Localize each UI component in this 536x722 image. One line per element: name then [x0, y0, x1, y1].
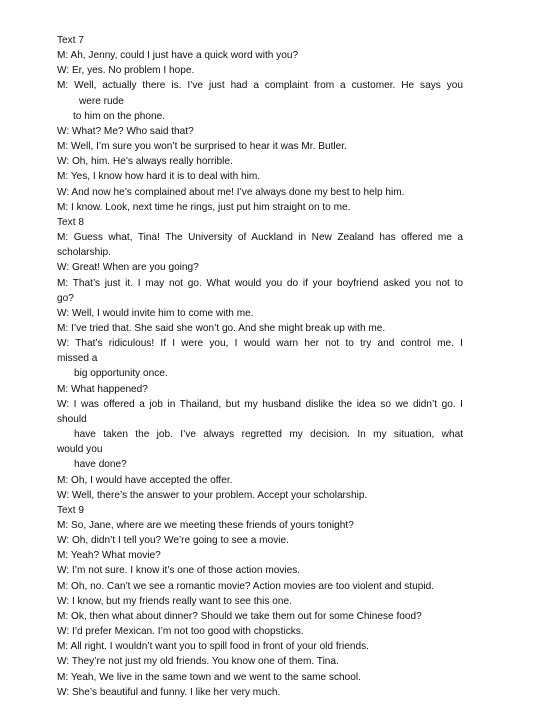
dialogue-line-continuation: have taken the job. I’ve always regretted my decision. In my situation, what: [74, 429, 463, 441]
dialogue-line: M: Oh, no. Can’t we see a romantic movie? Action movies are too violent and stupid.: [57, 580, 435, 592]
dialogue-line: M: Well, actually there is. I’ve just had a complaint from a customer. He says you: [57, 80, 463, 92]
dialogue-line: W: I was offered a job in Thailand, but my husband dislike the idea so we didn’t go. I: [57, 398, 463, 410]
dialogue-line: M: That’s just it. I may not go. What would you do if your boyfriend asked you not to: [57, 277, 463, 289]
section-heading: Text 8: [57, 216, 84, 228]
dialogue-line: W: She’s beautiful and funny. I like her very much.: [57, 686, 281, 698]
dialogue-line: M: Ok, then what about dinner? Should we take them out for some Chinese food?: [57, 610, 422, 622]
dialogue-line: M: Well, I’m sure you won’t be surprised to hear it was Mr. Butler.: [57, 141, 347, 153]
dialogue-line: M: Yeah, We live in the same town and we went to the same school.: [57, 671, 361, 683]
text-8-section: [57, 215, 463, 503]
dialogue-line: W: I’m not sure. I know it’s one of those action movies.: [57, 565, 301, 577]
dialogue-line-continuation: scholarship.: [57, 247, 111, 259]
dialogue-line: W: Oh, didn’t I tell you? We’re going to see a movie.: [57, 535, 289, 547]
dialogue-line-continuation: should: [57, 413, 87, 425]
dialogue-line: W: I know, but my friends really want to see this one.: [57, 595, 292, 607]
dialogue-line: M: Oh, I would have accepted the offer.: [57, 474, 233, 486]
dialogue-line: W: Er, yes. No problem I hope.: [57, 65, 195, 77]
dialogue-line: W: That’s ridiculous! If I were you, I would warn her not to try and control me. I: [57, 338, 463, 350]
dialogue-line-continuation: to him on the phone.: [73, 110, 166, 122]
dialogue-line: W: Oh, him. He’s always really horrible.: [57, 156, 233, 168]
dialogue-line: W: Well, I would invite him to come with me.: [57, 307, 254, 319]
dialogue-line: W: Well, there’s the answer to your problem. Accept your scholarship.: [57, 489, 368, 501]
dialogue-line: M: All right. I wouldn’t want you to spill food in front of your old friends.: [57, 641, 369, 653]
dialogue-line: M: Yeah? What movie?: [57, 550, 161, 562]
dialogue-line-continuation: would you: [57, 444, 103, 456]
text-7-section: [57, 33, 463, 215]
dialogue-line: W: They’re not just my old friends. You know one of them. Tina.: [57, 656, 339, 668]
dialogue-line: M: I know. Look, next time he rings, just put him straight on to me.: [57, 201, 351, 213]
dialogue-line: M: I’ve tried that. She said she won’t go. And she might break up with me.: [57, 322, 386, 334]
text-9-section: [57, 503, 463, 700]
dialogue-line-continuation: missed a: [57, 353, 98, 365]
dialogue-line-continuation: have done?: [74, 459, 127, 471]
section-heading: Text 7: [57, 35, 84, 46]
dialogue-line: M: Yes, I know how hard it is to deal with him.: [57, 171, 261, 183]
dialogue-line: M: Guess what, Tina! The University of Auckland in New Zealand has offered me a: [57, 232, 463, 244]
dialogue-line-continuation: go?: [57, 292, 74, 304]
document-page: [57, 33, 463, 700]
dialogue-line-continuation: big opportunity once.: [74, 368, 168, 380]
dialogue-line: W: What? Me? Who said that?: [57, 125, 194, 137]
dialogue-line-continuation: were rude: [79, 95, 124, 107]
dialogue-line: M: So, Jane, where are we meeting these friends of yours tonight?: [57, 520, 354, 531]
section-heading: Text 9: [57, 504, 84, 516]
dialogue-line: M: What happened?: [57, 383, 148, 395]
dialogue-line: W: Great! When are you going?: [57, 262, 199, 274]
dialogue-line: M: Ah, Jenny, could I just have a quick word with you?: [57, 50, 299, 62]
dialogue-line: W: And now he’s complained about me! I’ve always done my best to help him.: [57, 186, 405, 198]
dialogue-line: W: I’d prefer Mexican. I’m not too good with chopsticks.: [57, 626, 304, 638]
